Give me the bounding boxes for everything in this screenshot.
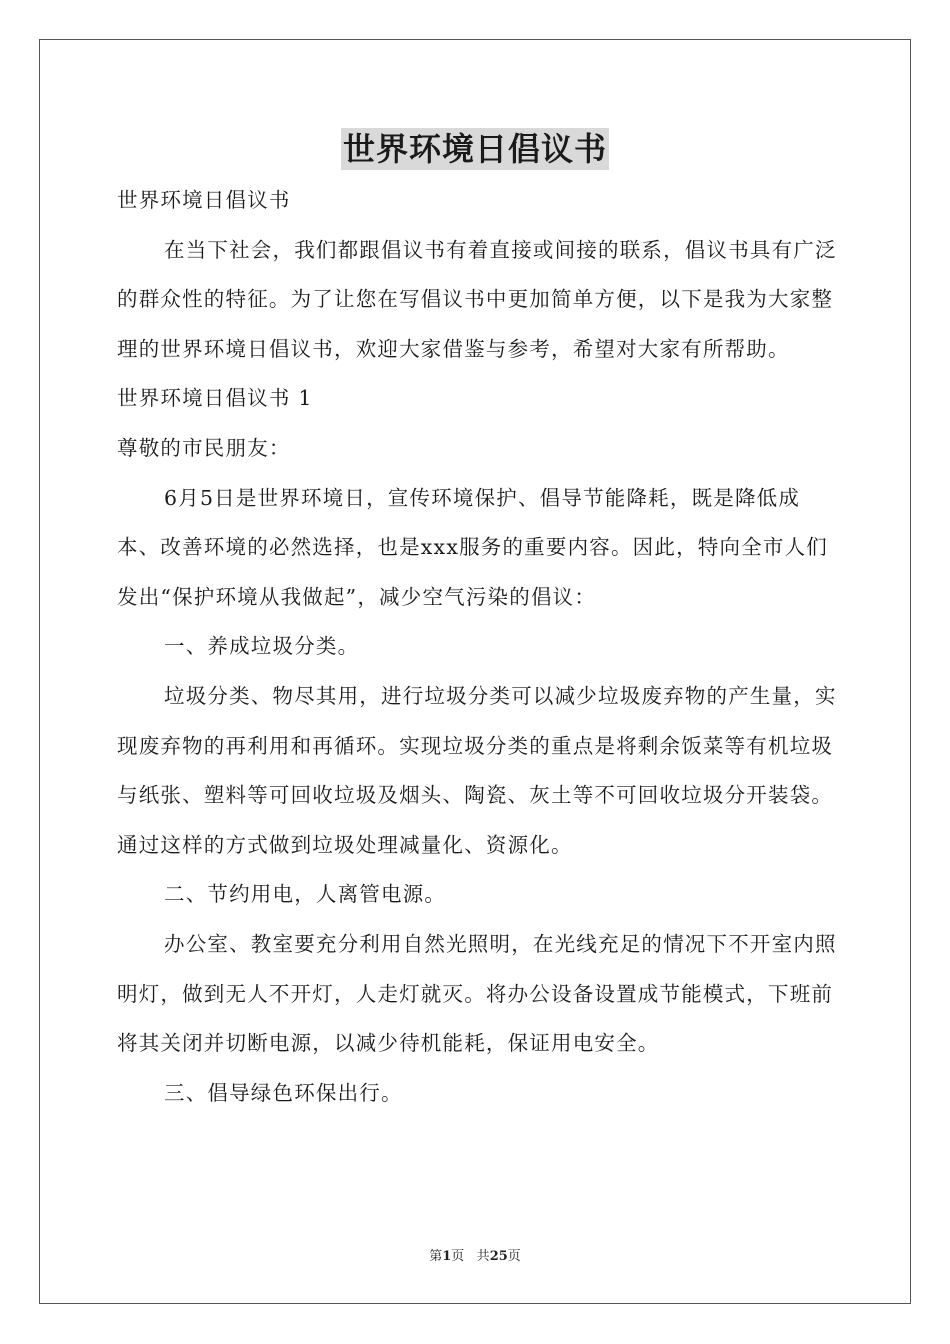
footer-page-suffix: 页: [451, 1249, 465, 1264]
footer-page-number: 1: [442, 1249, 452, 1264]
title-wrap: [0, 128, 950, 170]
paragraph-section-heading: 世界环境日倡议书 1: [117, 386, 313, 411]
footer-page-prefix: 第: [429, 1249, 443, 1264]
footer-total-pages: 25: [489, 1249, 508, 1264]
footer-total-prefix: 共: [476, 1249, 490, 1264]
paragraph-salutation: 尊敬的市民朋友：: [117, 435, 291, 460]
footer-total-suffix: 页: [507, 1249, 521, 1264]
document-body: [117, 176, 842, 1118]
paragraph-intro: 在当下社会，我们都跟倡议书有着直接或间接的联系，倡议书具有广泛的群众性的特征。为了让您在写倡议书中更加简单方便，以下是我为大家整理的世界环境日倡议书，欢迎大家借鉴与参考，希望对大家有所帮助。: [117, 237, 837, 361]
paragraph-subtitle: 世界环境日倡议书: [117, 188, 291, 212]
paragraph-point-2-heading: 二、节约用电，人离管电源。: [164, 882, 447, 907]
paragraph-opening: 6月5日是世界环境日，宣传环境保护、倡导节能降耗，既是降低成本、改善环境的必然选择，也是xxx服务的重要内容。因此，特向全市人们发出“保护环境从我做起”，减少空气污染的倡议：: [117, 485, 828, 609]
document-title: 世界环境日倡议书: [342, 130, 607, 168]
paragraph-point-3-heading: 三、倡导绿色环保出行。: [164, 1080, 403, 1105]
page-footer: [0, 1249, 950, 1265]
paragraph-point-1-body: 垃圾分类、物尽其用，进行垃圾分类可以减少垃圾废弃物的产生量，实现废弃物的再利用和再循环。实现垃圾分类的重点是将剩余饭菜等有机垃圾与纸张、塑料等可回收垃圾及烟头、陶瓷、灰土等不可回收垃圾分开装袋。通过这样的方式做到垃圾处理减量化、资源化。: [117, 683, 837, 857]
paragraph-point-1-heading: 一、养成垃圾分类。: [164, 634, 360, 659]
paragraph-point-2-body: 办公室、教室要充分利用自然光照明，在光线充足的情况下不开室内照明灯，做到无人不开灯，人走灯就灭。将办公设备设置成节能模式，下班前将其关闭并切断电源，以减少待机能耗，保证用电安全。: [117, 931, 837, 1056]
